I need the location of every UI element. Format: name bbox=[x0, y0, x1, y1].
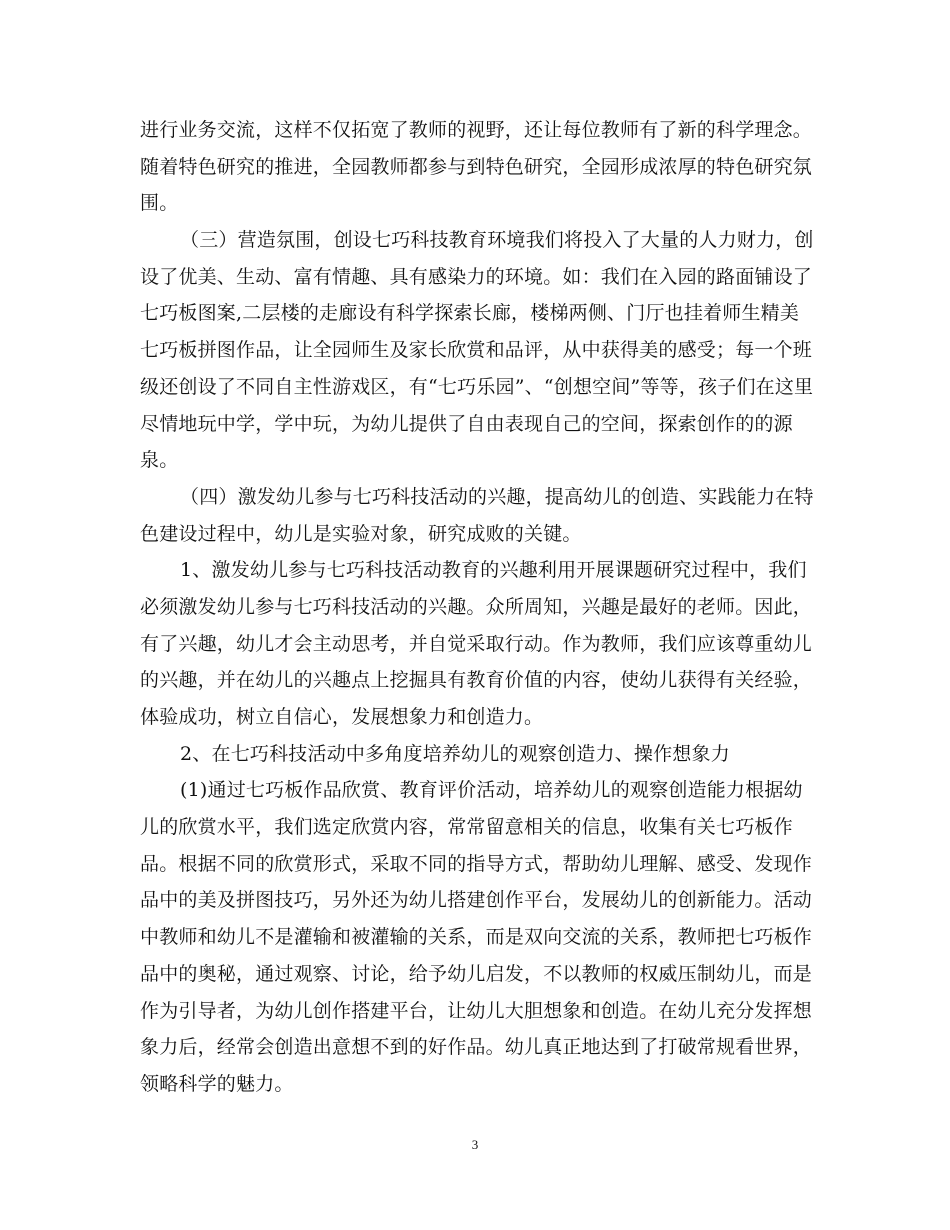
text-line: 随着特色研究的推进，全园教师都参与到特色研究，全园形成浓厚的特色研究氛 bbox=[140, 155, 813, 178]
text-line: 必须激发幼儿参与七巧科技活动的兴趣。众所周知，兴趣是最好的老师。因此， bbox=[140, 595, 813, 618]
text-line: 品中的美及拼图技巧，另外还为幼儿搭建创作平台，发展幼儿的创新能力。活动 bbox=[140, 889, 813, 912]
body-text bbox=[140, 112, 818, 1103]
text-line: 1、激发幼儿参与七巧科技活动教育的兴趣利用开展课题研究过程中，我们 bbox=[180, 559, 807, 582]
page-number: 3 bbox=[471, 1137, 479, 1152]
text-line: 七巧板拼图作品，让全园师生及家长欣赏和品评，从中获得美的感受；每一个班 bbox=[140, 339, 813, 362]
text-line: 作为引导者，为幼儿创作搭建平台，让幼儿大胆想象和创造。在幼儿充分发挥想 bbox=[140, 999, 813, 1022]
text-line: 七巧板图案,二层楼的走廊设有科学探索长廊，楼梯两侧、门厅也挂着师生精美 bbox=[140, 302, 800, 325]
text-line: 儿的欣赏水平，我们选定欣赏内容，常常留意相关的信息，收集有关七巧板作 bbox=[140, 816, 793, 839]
text-line: 体验成功，树立自信心，发展想象力和创造力。 bbox=[140, 706, 544, 728]
text-line: 进行业务交流，这样不仅拓宽了教师的视野，还让每位教师有了新的科学理念。 bbox=[140, 119, 813, 141]
text-line: 围。 bbox=[140, 192, 179, 215]
text-line: 泉。 bbox=[140, 449, 179, 472]
text-line: 色建设过程中，幼儿是实验对象，研究成败的关键。 bbox=[140, 522, 582, 545]
text-line: （四）激发幼儿参与七巧科技活动的兴趣，提高幼儿的创造、实践能力在特 bbox=[180, 485, 814, 508]
text-line: 级还创设了不同自主性游戏区，有“七巧乐园”、“创想空间”等等，孩子们在这里 bbox=[140, 375, 814, 398]
text-line: 尽情地玩中学，学中玩，为幼儿提供了自由表现自己的空间，探索创作的的源 bbox=[140, 412, 793, 435]
text-line: 中教师和幼儿不是灌输和被灌输的关系，而是双向交流的关系，教师把七巧板作 bbox=[140, 926, 813, 949]
text-line: 有了兴趣，幼儿才会主动思考，并自觉采取行动。作为教师，我们应该尊重幼儿 bbox=[140, 632, 813, 655]
text-line: 2、在七巧科技活动中多角度培养幼儿的观察创造力、操作想象力 bbox=[180, 742, 730, 765]
text-line: （三）营造氛围，创设七巧科技教育环境我们将投入了大量的人力财力，创 bbox=[180, 229, 814, 252]
text-line: 品中的奥秘，通过观察、讨论，给予幼儿启发，不以教师的权威压制幼儿，而是 bbox=[140, 962, 813, 985]
text-line: (1)通过七巧板作品欣赏、教育评价活动，培养幼儿的观察创造能力根据幼 bbox=[180, 779, 803, 802]
text-line: 的兴趣，并在幼儿的兴趣点上挖掘具有教育价值的内容，使幼儿获得有关经验， bbox=[140, 669, 813, 692]
text-line: 品。根据不同的欣赏形式，采取不同的指导方式，帮助幼儿理解、感受、发现作 bbox=[140, 852, 813, 875]
text-line: 设了优美、生动、富有情趣、具有感染力的环境。如：我们在入园的路面铺设了 bbox=[140, 265, 813, 288]
text-line: 领略科学的魅力。 bbox=[140, 1072, 294, 1095]
text-line: 象力后，经常会创造出意想不到的好作品。幼儿真正地达到了打破常规看世界， bbox=[140, 1036, 813, 1059]
